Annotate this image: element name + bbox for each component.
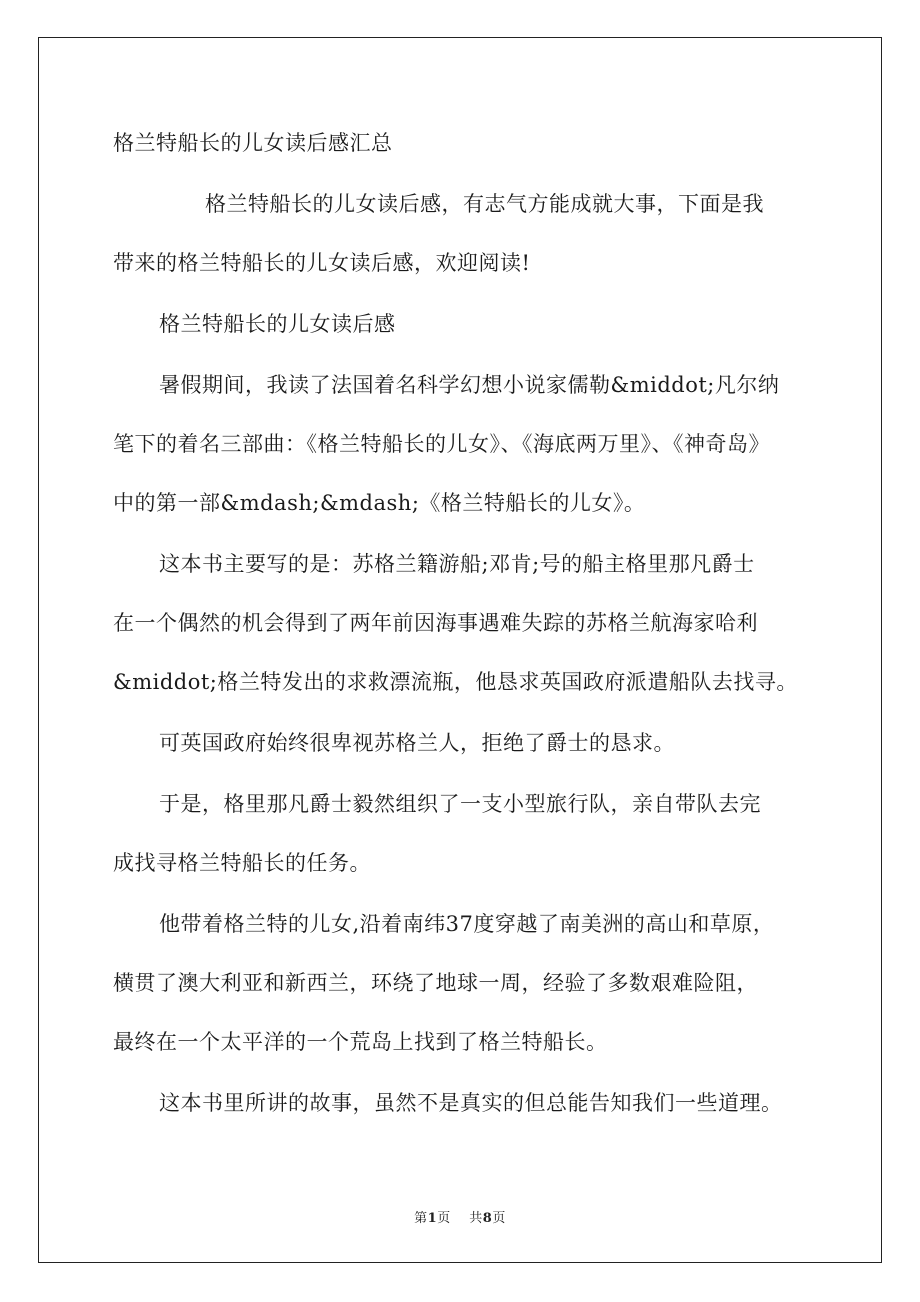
paragraph-2-line-2: 在一个偶然的机会得到了两年前因海事遇难失踪的苏格兰航海家哈利: [113, 611, 758, 635]
paragraph-5-line-1: 他带着格兰特的儿女,沿着南纬37度穿越了南美洲的高山和草原，: [159, 912, 775, 936]
total-suffix: 页: [492, 1211, 506, 1226]
paragraph-4-line-2: 成找寻格兰特船长的任务。: [113, 851, 371, 875]
paragraph-1-line-1: 暑假期间，我读了法国着名科学幻想小说家儒勒&middot;凡尔纳: [159, 373, 780, 397]
paragraph-5-line-3: 最终在一个太平洋的一个荒岛上找到了格兰特船长。: [113, 1030, 608, 1054]
paragraph-1-line-2: 笔下的着名三部曲：《格兰特船长的儿女》、《海底两万里》、《神奇岛》: [113, 432, 770, 456]
intro-line-2: 带来的格兰特船长的儿女读后感，欢迎阅读!: [113, 251, 531, 275]
total-pages: 8: [482, 1211, 493, 1226]
paragraph-2-line-3: &middot;格兰特发出的求救漂流瓶，他恳求英国政府派遣船队去找寻。: [113, 670, 798, 694]
page-prefix: 第: [414, 1211, 428, 1226]
document-title: 格兰特船长的儿女读后感汇总: [113, 131, 393, 155]
total-prefix: 共: [469, 1211, 483, 1226]
page-number: 1: [427, 1211, 438, 1226]
paragraph-2-line-1: 这本书主要写的是：苏格兰籍游船;邓肯;号的船主格里那凡爵士: [159, 552, 755, 576]
paragraph-1-line-3: 中的第一部&mdash;&mdash;《格兰特船长的儿女》。: [113, 491, 646, 515]
paragraph-3-line-1: 可英国政府始终很卑视苏格兰人，拒绝了爵士的恳求。: [159, 731, 675, 755]
section-heading: 格兰特船长的儿女读后感: [159, 312, 396, 336]
intro-line-1: 格兰特船长的儿女读后感，有志气方能成就大事，下面是我: [205, 192, 764, 216]
paragraph-4-line-1: 于是，格里那凡爵士毅然组织了一支小型旅行队，亲自带队去完: [159, 792, 761, 816]
page-footer: [0, 1207, 920, 1226]
document-body: [113, 121, 833, 1126]
paragraph-6-line-1: 这本书里所讲的故事，虽然不是真实的但总能告知我们一些道理。: [159, 1091, 783, 1115]
paragraph-5-line-2: 横贯了澳大利亚和新西兰，环绕了地球一周，经验了多数艰难险阻，: [113, 971, 758, 995]
page-suffix: 页: [437, 1211, 451, 1226]
